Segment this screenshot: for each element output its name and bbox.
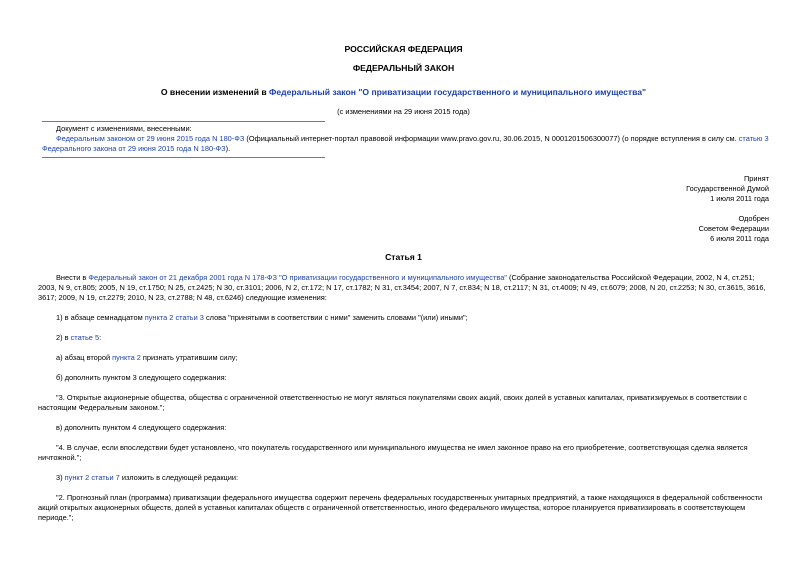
revision-note <box>42 124 769 154</box>
doc-type-heading: ФЕДЕРАЛЬНЫЙ ЗАКОН <box>352 63 455 73</box>
item-1-link[interactable]: пункта 2 статьи 3 <box>144 313 204 322</box>
amended-law-link[interactable]: Федеральный закон от 21 декабря 2001 года N 178-ФЗ "О приватизации государственного и муниципального имущества" <box>88 273 507 282</box>
item-1-start: 1) в абзаце семнадцатом <box>56 313 145 322</box>
item-2a-start: а) абзац второй <box>56 353 113 362</box>
article-intro-start: Внести в <box>56 273 89 282</box>
item-3-link[interactable]: пункт 2 статьи 7 <box>64 473 120 482</box>
item-2a <box>38 353 769 363</box>
item-2a-rest: признать утратившим силу; <box>140 353 238 362</box>
adoption-council-status: Одобрен <box>738 214 769 223</box>
adoption-duma <box>38 174 769 204</box>
revision-law-link[interactable]: Федеральным законом от 29 июня 2015 года N 180-ФЗ <box>56 134 245 143</box>
adoption-council <box>38 214 769 244</box>
item-2-link[interactable]: статье 5 <box>70 333 100 342</box>
country-heading: РОССИЙСКАЯ ФЕДЕРАЦИЯ <box>344 44 463 54</box>
item-3 <box>38 473 769 483</box>
revision-article-link[interactable]: статью 3 Федерального закона от 29 июня 2015 года N 180-ФЗ <box>42 134 769 153</box>
item-2b-text: "3. Открытые акционерные общества, общества с ограниченной ответственностью не могут являться покупателями своих акций, своих долей в уставных капиталах, приватизируемых в соответствии с настоящим Федеральным законом."; <box>38 393 748 412</box>
amendment-note: (с изменениями на 29 июня 2015 года) <box>337 107 470 116</box>
item-2b: б) дополнить пунктом 3 следующего содержания: <box>56 373 227 382</box>
item-2c-text: "4. В случае, если впоследствии будет установлено, что покупатель государственного или муниципального имущества не имел законное право на его приобретение, соответствующая сделка является ничтожной."; <box>38 443 748 462</box>
item-1 <box>38 313 769 323</box>
adoption-council-date: 6 июля 2011 года <box>710 234 769 243</box>
article-title: Статья 1 <box>385 252 422 262</box>
revision-note-body <box>42 134 769 154</box>
revision-note-end: ). <box>225 144 231 153</box>
item-2a-link[interactable]: пункта 2 <box>112 353 141 362</box>
item-2-start: 2) в <box>56 333 71 342</box>
item-1-rest: слова "принятыми в соответствии с ними" заменить словами "(или) иными"; <box>203 313 468 322</box>
revision-note-heading: Документ с изменениями, внесенными: <box>56 124 192 133</box>
adoption-duma-body: Государственной Думой <box>686 184 769 193</box>
item-2-rest: : <box>99 333 102 342</box>
article-intro <box>38 273 769 303</box>
item-3-text: "2. Прогнозный план (программа) приватизации федерального имущества содержит перечень федеральных государственных унитарных предприятий, а также находящихся в федеральной собственности акций открытых акционерных обществ, долей в уставных капиталах обществ с ограниченной ответственностью, иного федерального имущества, которое планируется приватизировать в соответствующем периоде."; <box>38 493 763 522</box>
law-title-link[interactable]: Федеральный закон "О приватизации государственного и муниципального имущества" <box>269 87 647 97</box>
revision-note-text: (Официальный интернет-портал правовой информации www.pravo.gov.ru, 30.06.2015, N 0001201506300077) (о порядке вступления в силу см. <box>244 134 739 143</box>
law-title-prefix: О внесении изменений в <box>160 87 270 97</box>
adoption-council-body: Советом Федерации <box>698 224 769 233</box>
law-title <box>38 87 769 97</box>
item-3-rest: изложить в следующей редакции: <box>119 473 239 482</box>
item-2 <box>38 333 769 343</box>
adoption-duma-date: 1 июля 2011 года <box>710 194 769 203</box>
note-top-divider <box>42 121 325 122</box>
item-2c: в) дополнить пунктом 4 следующего содержания: <box>56 423 227 432</box>
adoption-duma-status: Принят <box>743 174 769 183</box>
article-intro-rest: (Собрание законодательства Российской Федерации, 2002, N 4, ст.251; 2003, N 9, ст.805; 2005, N 19, ст.1750; N 25, ст.2425; N 30, ст.3101; 2006, N 2, ст.172; N 17, ст.1782; N 31, ст.3454; 2007, N 7, ст.834; N 18, ст.2117; N 31, ст.4009; N 49, ст.6079; 2008, N 20, ст.2253; N 30, ст.3615, 3616, 3617; 2009, N 19, ст.2279; 2010, N 23, ст.2788; N 48, ст.6246) следующие изменения: <box>38 273 766 302</box>
item-3-start: 3) <box>56 473 65 482</box>
